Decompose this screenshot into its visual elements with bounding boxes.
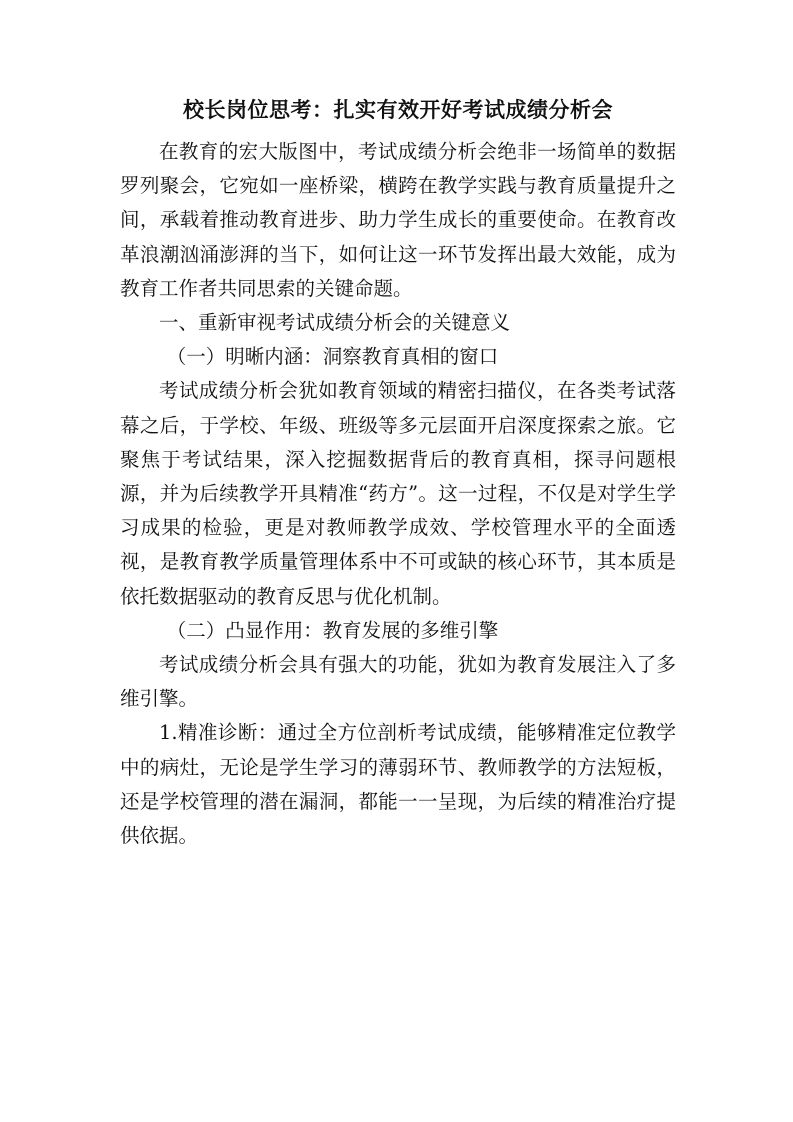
subsection-heading-2: （二）凸显作用：教育发展的多维引擎: [166, 618, 499, 642]
subsection-paragraph-1: 考试成绩分析会犹如教育领域的精密扫描仪，在各类考试落幕之后，于学校、年级、班级等多元层面开启深度探索之旅。它聚焦于考试结果，深入挖掘数据背后的教育真相，探寻问题根源，并为后续教学开具精准“药方”。这一过程，不仅是对学生学习成果的检验，更是对教师教学成效、学校管理水平的全面透视，是教育教学质量管理体系中不可或缺的核心环节，其本质是依托数据驱动的教育反思与优化机制。: [120, 379, 676, 608]
document-body: [120, 96, 676, 853]
document-title: 校长岗位思考：扎实有效开好考试成绩分析会: [183, 97, 613, 122]
point-paragraph-1: 1.精准诊断：通过全方位剖析考试成绩，能够精准定位教学中的病灶，无论是学生学习的薄弱环节、教师教学的方法短板，还是学校管理的潜在漏洞，都能一一呈现，为后续的精准治疗提供依据。: [120, 721, 676, 848]
section-heading-1: 一、重新审视考试成绩分析会的关键意义: [159, 311, 511, 335]
intro-paragraph: 在教育的宏大版图中，考试成绩分析会绝非一场简单的数据罗列聚会，它宛如一座桥梁，横跨在教学实践与教育质量提升之间，承载着推动教育进步、助力学生成长的重要使命。在教育改革浪潮汹涌澎湃的当下，如何让这一环节发挥出最大效能，成为教育工作者共同思索的关键命题。: [120, 140, 676, 300]
subsection-paragraph-2: 考试成绩分析会具有强大的功能，犹如为教育发展注入了多维引擎。: [120, 653, 676, 711]
subsection-heading-1: （一）明晰内涵：洞察教育真相的窗口: [166, 345, 499, 369]
